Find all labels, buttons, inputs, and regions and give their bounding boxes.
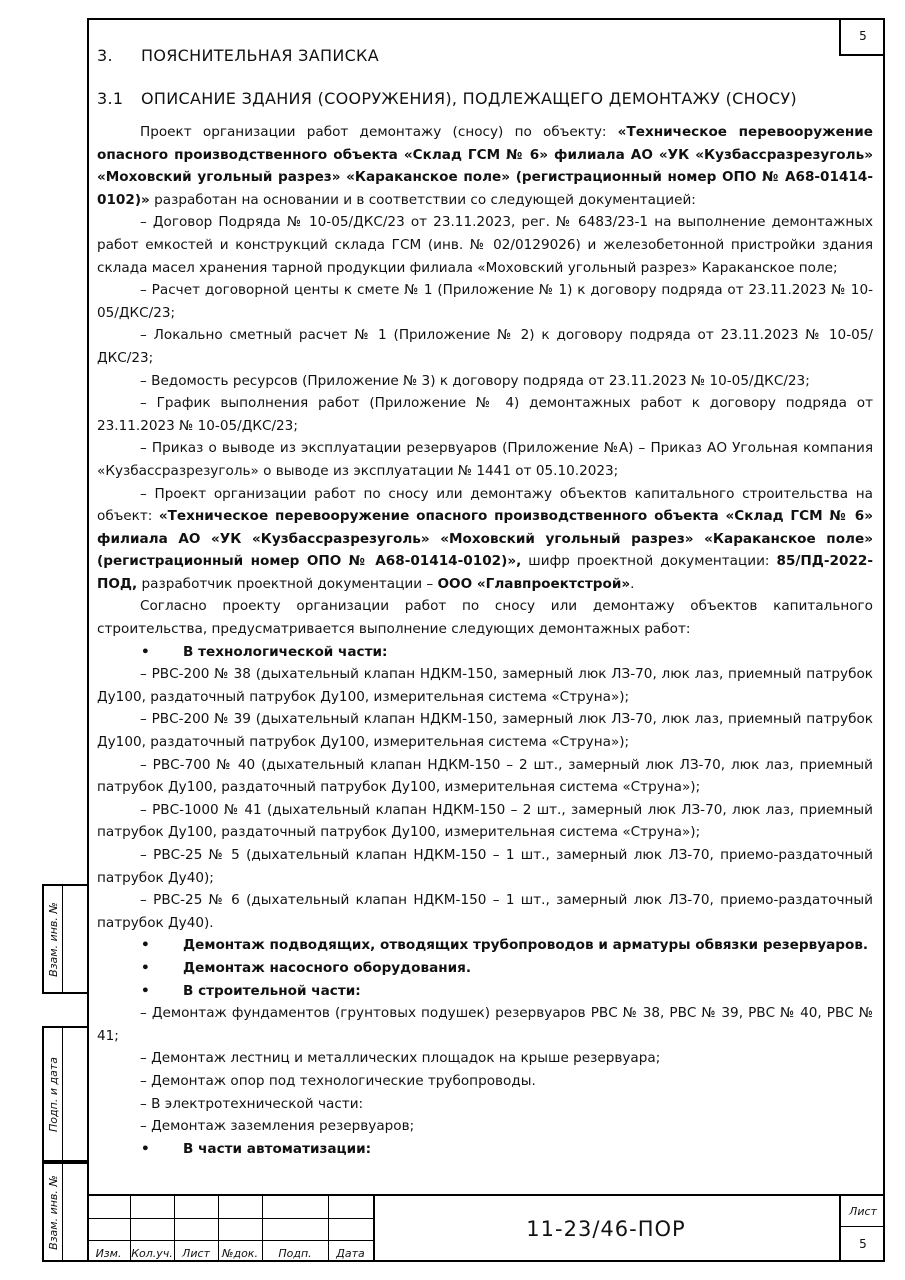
side-stamp-podp [42,1026,87,1162]
tank-item: – РВС-25 № 5 (дыхательный клапан НДКМ-150 – 1 шт., замерный люк ЛЗ-70, приемо-раздаточный патрубок Ду40); [97,847,873,886]
sheet-number: 5 [859,1237,867,1251]
bullet-item: • В строительной части: [141,982,361,999]
tank-item: – РВС-200 № 39 (дыхательный клапан НДКМ-150, замерный люк ЛЗ-70, люк лаз, приемный патрубок Ду100, раздаточный патрубок Ду100, измерительная система «Струна»); [97,711,873,751]
build-item: – Демонтаж фундаментов (грунтовых подушек) резервуаров РВС № 38, РВС № 39, РВС № 40, РВС № 41; [97,1005,873,1044]
tank-item: – РВС-25 № 6 (дыхательный клапан НДКМ-150 – 1 шт., замерный люк ЛЗ-70, приемо-раздаточный патрубок Ду40). [97,892,873,931]
title-block [87,1194,885,1262]
build-item: – Демонтаж лестниц и металлических площадок на крыше резервуара; [140,1050,661,1067]
tank-item: – РВС-700 № 40 (дыхательный клапан НДКМ-150 – 2 шт., замерный люк ЛЗ-70, люк лаз, приемный патрубок Ду100, раздаточный патрубок Ду100, измерительная система «Струна»); [97,756,873,796]
intro-paragraph: Проект организации работ демонтажу (сносу) по объекту: «Техническое перевооружение опасного производственного объекта «Склад ГСМ № 6» филиала АО «УК «Кузбассразрезуголь» «Моховский угольный разрез» «Караканское поле» (регистрационный номер ОПО № А68-01414-0102)» разработан на основании и в соответствии со следующей документацией: [97,124,873,208]
doc-item: – Расчет договорной центы к смете № 1 (Приложение № 1) к договору подряда от 23.11.2023 № 10-05/ДКС/23; [97,282,873,321]
build-item: – Демонтаж заземления резервуаров; [140,1118,415,1135]
side-stamp-vzam [42,884,87,994]
bullet-item: • Демонтаж подводящих, отводящих трубопроводов и арматуры обвязки резервуаров. [141,937,869,954]
page-number-top: 5 [839,18,885,56]
doc-item: – Локально сметный расчет № 1 (Приложение № 2) к договору подряда от 23.11.2023 № 10-05/ДКС/23; [97,327,873,366]
tank-item: – РВС-200 № 38 (дыхательный клапан НДКМ-150, замерный люк ЛЗ-70, люк лаз, приемный патрубок Ду100, раздаточный патрубок Ду100, измерительная система «Струна»); [97,666,873,705]
subsection-number: 3.1 [97,89,124,108]
side-label: Подп. и дата [46,1056,60,1132]
stamp-col-label: Дата [336,1247,365,1260]
bullet-item: • Демонтаж насосного оборудования. [141,959,472,976]
section-title: ПОЯСНИТЕЛЬНАЯ ЗАПИСКА [141,46,379,65]
document-body [97,42,873,1160]
side-label: Взам. инв. № [46,901,60,977]
works-intro: Согласно проекту организации работ по сносу или демонтажу объектов капитального строительства, предусматривается выполнение следующих демонтажных работ: [97,598,873,638]
stamp-col-label: №док. [222,1247,258,1260]
stamp-col-label: Подп. [278,1247,312,1260]
doc-item: – Приказ о выводе из эксплуатации резервуаров (Приложение №А) – Приказ АО Угольная компания «Кузбассразрезуголь» о выводе из эксплуатации № 1441 от 05.10.2023; [97,440,873,479]
sheet-label: Лист [841,1196,885,1227]
section-heading [97,46,873,65]
sheet-box [839,1196,885,1262]
tank-item: – РВС-1000 № 41 (дыхательный клапан НДКМ-150 – 2 шт., замерный люк ЛЗ-70, люк лаз, приемный патрубок Ду100, раздаточный патрубок Ду100, измерительная система «Струна»); [97,801,873,841]
doc-item: – График выполнения работ (Приложение № 4) демонтажных работ к договору подряда от 23.11.2023 № 10-05/ДКС/23; [97,395,873,434]
bullet-item: • В технологической части: [141,643,388,660]
section-number: 3. [97,46,113,65]
project-doc-item: – Проект организации работ по сносу или демонтажу объектов капитального строительства на объект: «Техническое перевооружение опасного производственного объекта «Склад ГСМ № 6» филиала АО «УК «Кузбассразрезуголь» «Моховский угольный разрез» «Караканское поле» (регистрационный номер ОПО № А68-01414-0102)», шифр проектной документации: 85/ПД-2022-ПОД, разработчик проектной документации – ООО «Главпроектстрой». [97,485,873,592]
stamp-col-label: Изм. [95,1247,122,1260]
stamp-col-label: Лист [182,1247,210,1260]
stamp-col-label: Кол.уч. [131,1247,173,1260]
document-code: 11-23/46-ПОР [526,1217,686,1241]
bullet-item: • В части автоматизации: [141,1140,372,1157]
side-stamp-inv [42,1162,87,1262]
subsection-heading [97,89,873,108]
build-item: – В электротехнической части: [140,1095,364,1112]
doc-item: – Договор Подряда № 10-05/ДКС/23 от 23.11.2023, рег. № 6483/23-1 на выполнение демонтажных работ емкостей и конструкций склада ГСМ (инв. № 02/0129026) и железобетонной пристройки здания склада масел хранения тарной продукции филиала «Моховский угольный разрез» Караканское поле; [97,214,873,276]
doc-item: – Ведомость ресурсов (Приложение № 3) к договору подряда от 23.11.2023 № 10-05/ДКС/23; [140,372,810,389]
side-label: Взам. инв. № [46,1174,60,1250]
subsection-title: ОПИСАНИЕ ЗДАНИЯ (СООРУЖЕНИЯ), ПОДЛЕЖАЩЕГО ДЕМОНТАЖУ (СНОСУ) [141,89,797,108]
build-item: – Демонтаж опор под технологические трубопроводы. [140,1072,536,1089]
